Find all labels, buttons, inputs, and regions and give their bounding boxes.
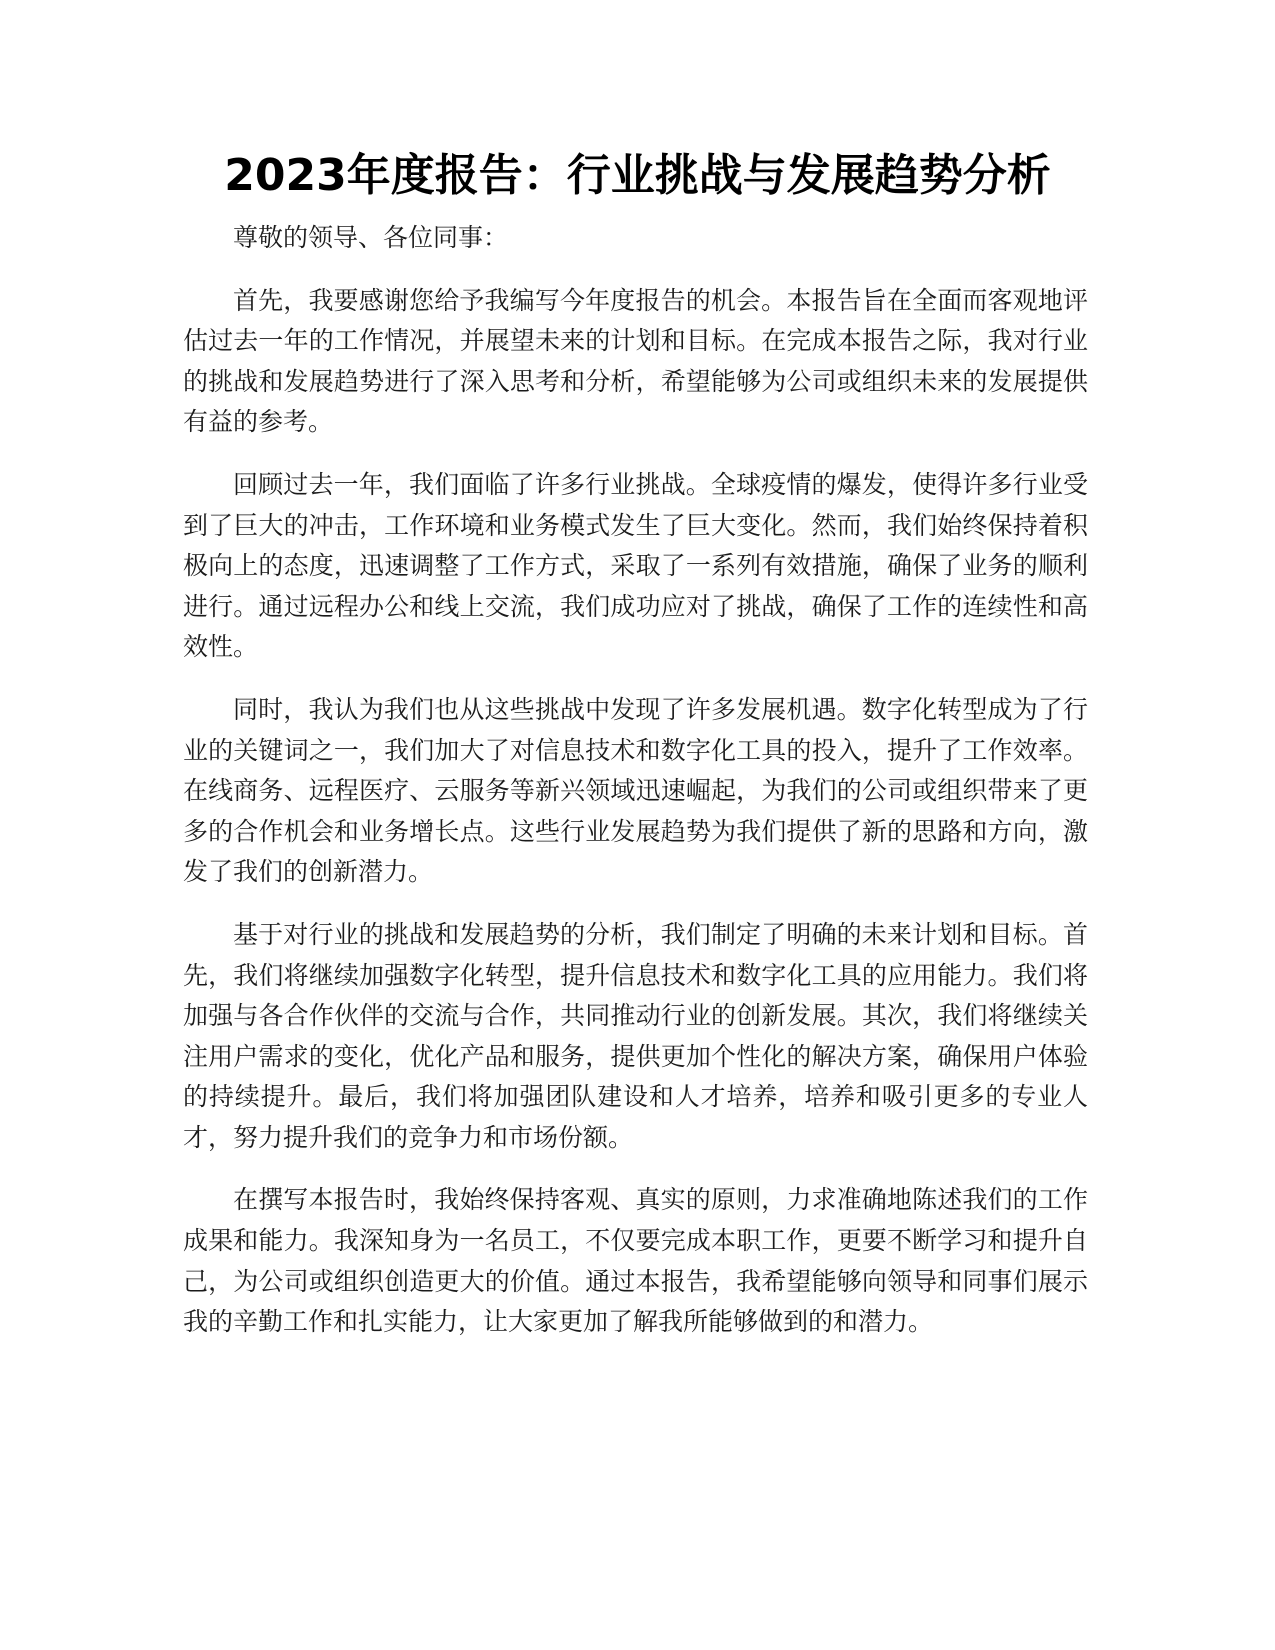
document-body xyxy=(183,218,1088,1365)
salutation: 尊敬的领导、各位同事： xyxy=(233,223,509,252)
paragraph-intro: 首先，我要感谢您给予我编写今年度报告的机会。本报告旨在全面而客观地评估过去一年的工作情况，并展望未来的计划和目标。在完成本报告之际，我对行业的挑战和发展趋势进行了深入思考和分析，希望能够为公司或组织未来的发展提供有益的参考。 xyxy=(183,285,1088,437)
paragraph-plans: 基于对行业的挑战和发展趋势的分析，我们制定了明确的未来计划和目标。首先，我们将继续加强数字化转型，提升信息技术和数字化工具的应用能力。我们将加强与各合作伙伴的交流与合作，共同推动行业的创新发展。其次，我们将继续关注用户需求的变化，优化产品和服务，提供更加个性化的解决方案，确保用户体验的持续提升。最后，我们将加强团队建设和人才培养，培养和吸引更多的专业人才，努力提升我们的竞争力和市场份额。 xyxy=(183,919,1088,1152)
paragraph-review: 回顾过去一年，我们面临了许多行业挑战。全球疫情的爆发，使得许多行业受到了巨大的冲击，工作环境和业务模式发生了巨大变化。然而，我们始终保持着积极向上的态度，迅速调整了工作方式，采取了一系列有效措施，确保了业务的顺利进行。通过远程办公和线上交流，我们成功应对了挑战，确保了工作的连续性和高效性。 xyxy=(183,469,1088,662)
paragraph-conclusion: 在撰写本报告时，我始终保持客观、真实的原则，力求准确地陈述我们的工作成果和能力。我深知身为一名员工，不仅要完成本职工作，更要不断学习和提升自己，为公司或组织创造更大的价值。通过本报告，我希望能够向领导和同事们展示我的辛勤工作和扎实能力，让大家更加了解我所能够做到的和潜力。 xyxy=(183,1185,1088,1337)
page-title: 2023年度报告：行业挑战与发展趋势分析 xyxy=(224,150,1051,201)
paragraph-opportunities: 同时，我认为我们也从这些挑战中发现了许多发展机遇。数字化转型成为了行业的关键词之一，我们加大了对信息技术和数字化工具的投入，提升了工作效率。在线商务、远程医疗、云服务等新兴领域迅速崛起，为我们的公司或组织带来了更多的合作机会和业务增长点。这些行业发展趋势为我们提供了新的思路和方向，激发了我们的创新潜力。 xyxy=(183,694,1088,887)
